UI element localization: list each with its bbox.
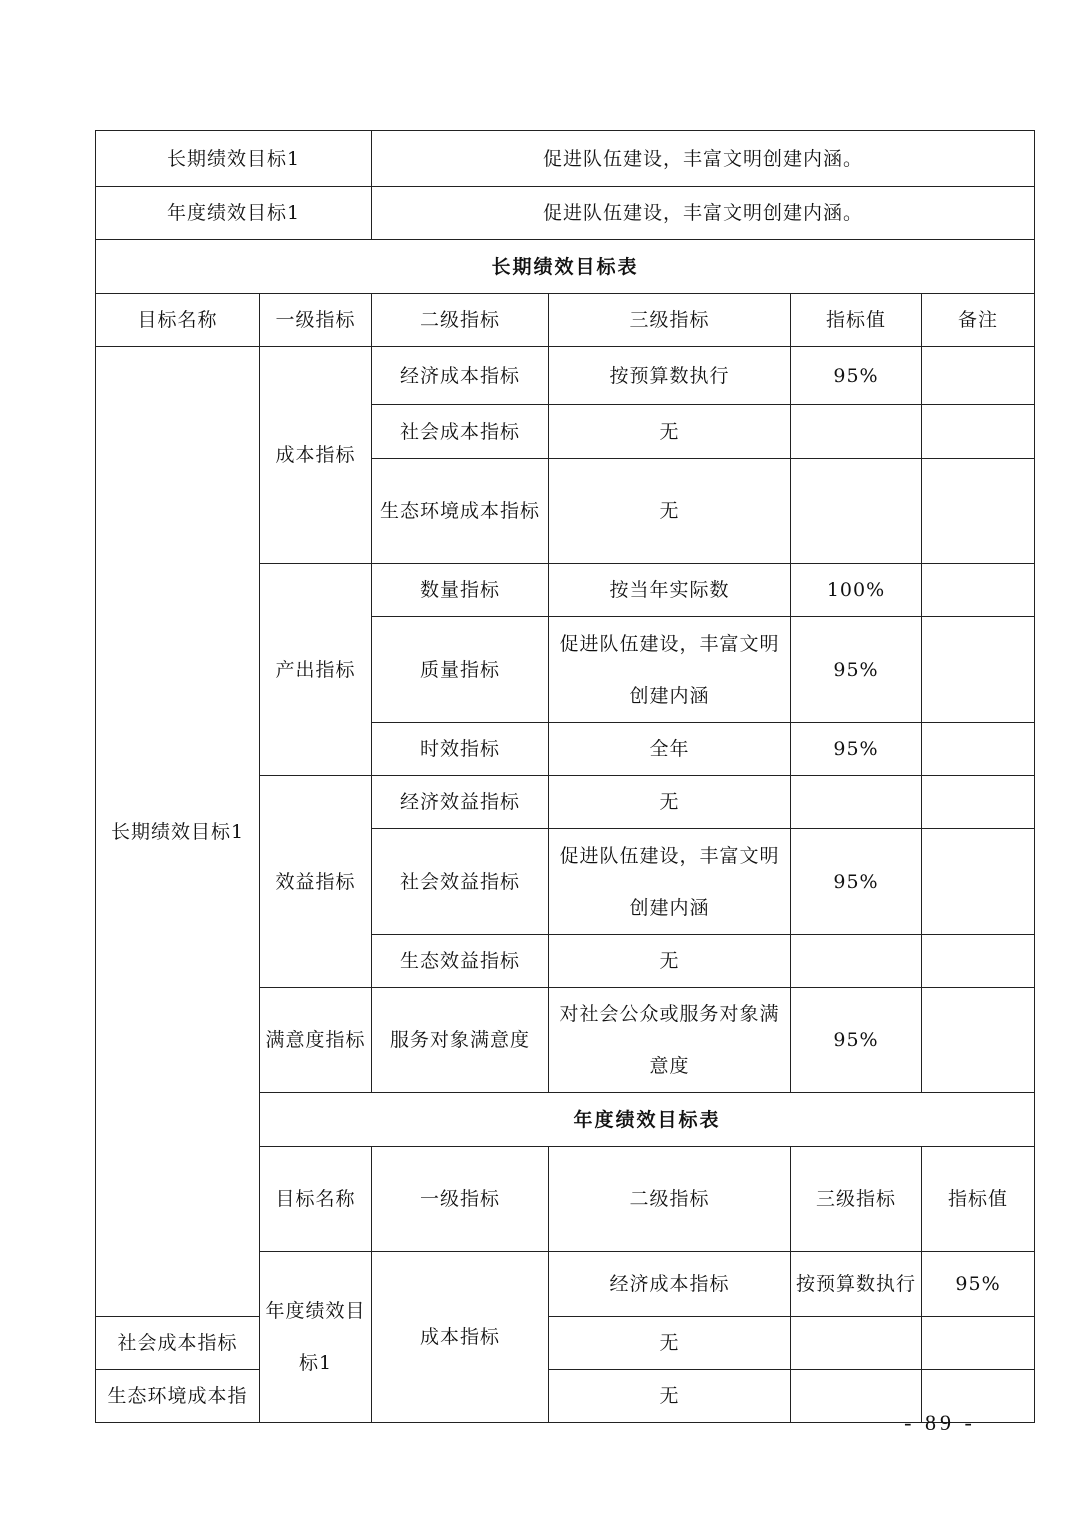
value-cell: 95% xyxy=(791,723,922,776)
level2-cell: 生态环境成本指标 xyxy=(372,459,549,564)
section-title: 年度绩效目标表 xyxy=(260,1093,1035,1147)
column-header: 指标值 xyxy=(922,1147,1035,1252)
note-cell xyxy=(922,347,1035,405)
note-cell xyxy=(922,988,1035,1093)
value-cell xyxy=(791,1317,922,1370)
summary-text: 促进队伍建设，丰富文明创建内涵。 xyxy=(372,131,1035,187)
level2-cell: 经济效益指标 xyxy=(372,776,549,829)
level3-cell: 无 xyxy=(549,1317,791,1370)
page-number: - 89 - xyxy=(904,1410,976,1435)
column-header: 二级指标 xyxy=(372,294,549,347)
value-cell: 95% xyxy=(791,829,922,935)
level3-cell: 无 xyxy=(549,1370,791,1423)
note-cell xyxy=(922,723,1035,776)
note-cell xyxy=(922,935,1035,988)
level2-cell: 数量指标 xyxy=(372,564,549,617)
value-cell: 95% xyxy=(791,988,922,1093)
level2-cell: 质量指标 xyxy=(372,617,549,723)
level1-cell: 成本指标 xyxy=(372,1252,549,1423)
level3-cell: 按预算数执行 xyxy=(791,1252,922,1317)
level3-cell: 按预算数执行 xyxy=(549,347,791,405)
level3-cell: 无 xyxy=(549,776,791,829)
column-header: 备注 xyxy=(922,294,1035,347)
level3-cell: 促进队伍建设，丰富文明创建内涵 xyxy=(549,617,791,723)
note-cell xyxy=(922,1317,1035,1370)
column-header: 一级指标 xyxy=(260,294,372,347)
header-row xyxy=(96,294,1035,347)
column-header: 目标名称 xyxy=(96,294,260,347)
summary-label: 长期绩效目标1 xyxy=(96,131,372,187)
value-cell: 95% xyxy=(791,347,922,405)
value-cell: 95% xyxy=(791,617,922,723)
level3-cell: 全年 xyxy=(549,723,791,776)
level1-cell: 产出指标 xyxy=(260,564,372,776)
section-title-row xyxy=(96,240,1035,294)
note-cell xyxy=(922,829,1035,935)
level3-cell: 对社会公众或服务对象满意度 xyxy=(549,988,791,1093)
note-cell xyxy=(922,405,1035,459)
level1-cell: 成本指标 xyxy=(260,347,372,564)
value-cell xyxy=(791,405,922,459)
target-name-cell: 年度绩效目标1 xyxy=(260,1252,372,1423)
column-header: 一级指标 xyxy=(372,1147,549,1252)
summary-text: 促进队伍建设，丰富文明创建内涵。 xyxy=(372,187,1035,240)
column-header: 三级指标 xyxy=(549,294,791,347)
note-cell xyxy=(922,776,1035,829)
section-title: 长期绩效目标表 xyxy=(96,240,1035,294)
level2-cell: 生态效益指标 xyxy=(372,935,549,988)
level3-cell: 无 xyxy=(549,935,791,988)
level3-cell: 无 xyxy=(549,405,791,459)
note-cell xyxy=(922,564,1035,617)
note-cell xyxy=(922,459,1035,564)
level2-cell: 经济成本指标 xyxy=(372,347,549,405)
note-cell xyxy=(922,617,1035,723)
value-cell: 100% xyxy=(791,564,922,617)
level2-cell: 社会成本指标 xyxy=(372,405,549,459)
table-row xyxy=(96,1317,1035,1370)
level2-cell: 服务对象满意度 xyxy=(372,988,549,1093)
value-cell xyxy=(791,776,922,829)
level2-cell: 时效指标 xyxy=(372,723,549,776)
summary-row-long-term xyxy=(96,131,1035,187)
target-name-cell: 长期绩效目标1 xyxy=(96,347,260,1317)
level1-cell: 满意度指标 xyxy=(260,988,372,1093)
performance-target-table xyxy=(95,130,1035,1423)
level2-cell: 经济成本指标 xyxy=(549,1252,791,1317)
table-row xyxy=(96,347,1035,405)
column-header: 指标值 xyxy=(791,294,922,347)
level2-cell: 生态环境成本指 xyxy=(96,1370,260,1423)
level1-cell: 效益指标 xyxy=(260,776,372,988)
column-header: 目标名称 xyxy=(260,1147,372,1252)
level2-cell: 社会成本指标 xyxy=(96,1317,260,1370)
summary-row-annual xyxy=(96,187,1035,240)
level3-cell: 按当年实际数 xyxy=(549,564,791,617)
level3-cell: 促进队伍建设，丰富文明创建内涵 xyxy=(549,829,791,935)
level2-cell: 社会效益指标 xyxy=(372,829,549,935)
value-cell: 95% xyxy=(922,1252,1035,1317)
column-header: 二级指标 xyxy=(549,1147,791,1252)
level3-cell: 无 xyxy=(549,459,791,564)
value-cell xyxy=(791,935,922,988)
summary-label: 年度绩效目标1 xyxy=(96,187,372,240)
value-cell xyxy=(791,459,922,564)
column-header: 三级指标 xyxy=(791,1147,922,1252)
